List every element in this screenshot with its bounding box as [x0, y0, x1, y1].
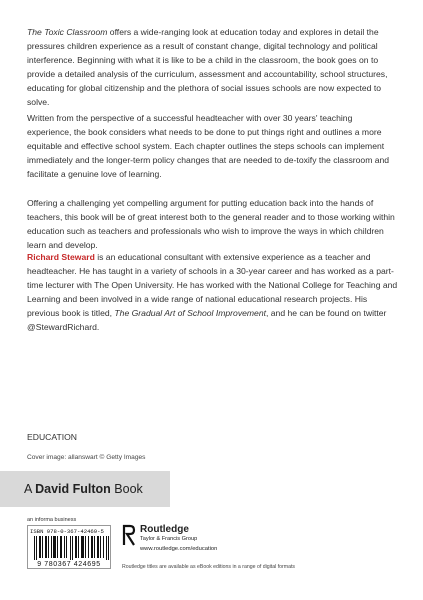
imprint-suffix: Book [110, 482, 143, 496]
author-bio-text-a: is an educational consultant with extensive experience as a teacher and headteacher. He has taught in a variety of schools in a 30-year career and has worked as a part-time lecturer with The Open University. He has worked with the National College for Teaching and Learning and been involved in a wide range of national educational research projects. His previous book is titled, [27, 252, 398, 318]
informa-tagline: an informa business [27, 517, 77, 523]
category-label: EDUCATION [27, 432, 77, 442]
imprint-brand: David Fulton [35, 482, 111, 496]
author-bio [27, 250, 399, 334]
ebook-note: Routledge titles are available as eBook editions in a range of digital formats [122, 564, 296, 570]
publisher-group: Taylor & Francis Group [140, 536, 198, 542]
blurb-text-2: Written from the perspective of a successful headteacher with over 30 years' teaching experience, the book considers what needs to be done to put things right and outlines a more equitable and effective school system. Each chapter outlines the steps schools can implement immediately and the longer-term policy changes that are needed to de-toxify the classroom and facilitate a genuine love of learning. [27, 113, 390, 179]
routledge-logo-icon [122, 524, 136, 546]
author-name: Richard Steward [27, 252, 95, 262]
previous-book-title: The Gradual Art of School Improvement [114, 308, 266, 318]
blurb-text-3: Offering a challenging yet compelling argument for putting education back into the hands of teachers, this book will be of great interest both to the general reader and to those working within education such as teachers and professionals who wish to improve the ways in which children learn and develop. [27, 198, 395, 250]
publisher-url: www.routledge.com/education [140, 546, 218, 552]
imprint-band [0, 471, 170, 507]
barcode-number: 9 780367 424695 [37, 561, 101, 568]
blurb-text-1: offers a wide-ranging look at education today and explores in detail the pressures children experience as a result of constant change, digital technology and political interference. Beginning with what it is like to be a child in the classroom, the book goes on to provide a detailed analysis of the curriculum, assessment and accountability, school structures, educating for global citizenship and the plethora of social issues schools are now expected to solve. [27, 27, 388, 107]
imprint-prefix: A [24, 482, 36, 496]
blurb-paragraph-2 [27, 111, 399, 181]
book-title: The Toxic Classroom [27, 27, 108, 37]
barcode-icon [34, 536, 110, 560]
publisher-name: Routledge [140, 524, 189, 535]
author-bio-text-b: , and he can be found on twitter @StewardRichard. [27, 308, 387, 332]
blurb-paragraph-3 [27, 196, 399, 252]
blurb-paragraph-1 [27, 25, 399, 109]
isbn-line: ISBN 978-0-367-42469-5 [30, 528, 104, 535]
cover-credit: Cover image: allanswart © Getty Images [27, 454, 146, 461]
